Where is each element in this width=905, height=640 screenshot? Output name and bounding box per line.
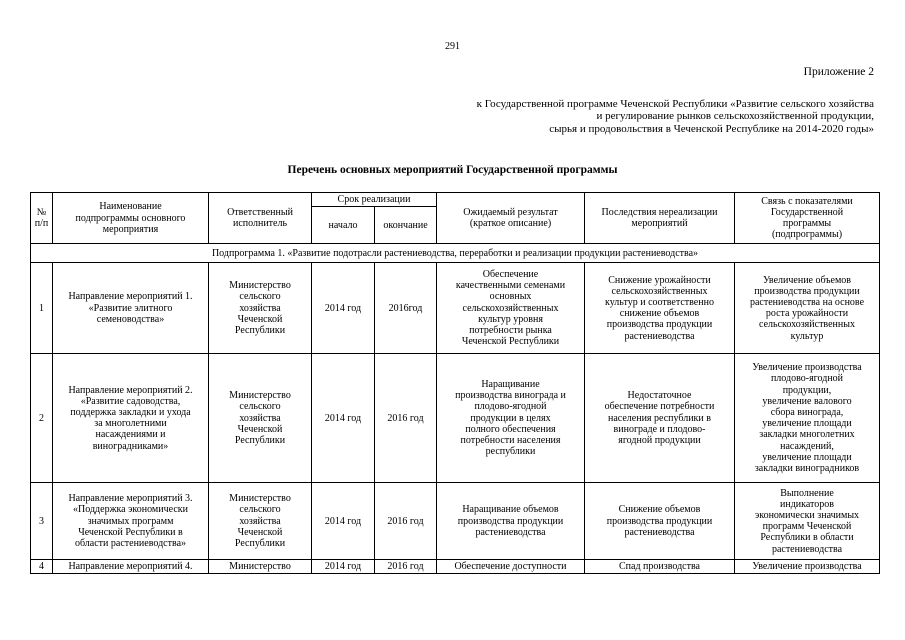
- cell-start: 2014 год: [312, 483, 375, 560]
- cell-name: Направление мероприятий 3. «Поддержка экономически значимых программ Чеченской Республики в области растениеводства»: [53, 483, 209, 560]
- program-line: и регулирование рынков сельскохозяйственной продукции,: [596, 110, 874, 123]
- list-title: Перечень основных мероприятий Государственной программы: [287, 164, 618, 176]
- program-line: к Государственной программе Чеченской Республики «Развитие сельского хозяйства: [476, 98, 874, 110]
- table-row: [31, 263, 880, 354]
- subprogram-row: [31, 244, 880, 263]
- program-line: сырья и продовольствия в Чеченской Республике на 2014-2020 годы»: [549, 122, 874, 135]
- subprogram-title: Подпрограмма 1. «Развитие подотрасли растениеводства, переработки и реализации продукции растениеводства»: [31, 244, 880, 263]
- header-consequences: Последствия нереализации мероприятий: [585, 193, 735, 244]
- table-row: [31, 354, 880, 483]
- cell-consequences: Недостаточное обеспечение потребности населения республики в винограде и плодово- ягодной продукции: [585, 354, 735, 483]
- cell-consequences: Снижение урожайности сельскохозяйственных культур и соответственно снижение объемов производства продукции растениеводства: [585, 263, 735, 354]
- cell-start: 2014 год: [312, 354, 375, 483]
- cell-result: Наращивание производства винограда и плодово-ягодной продукции в целях полного обеспечения потребности населения республики: [437, 354, 585, 483]
- cell-result: Обеспечение качественными семенами основных сельскохозяйственных культур уровня потребности рынка Чеченской Республики: [437, 263, 585, 354]
- cell-num: 3: [31, 483, 53, 560]
- header-num: № п/п: [31, 193, 53, 244]
- header-period: Срок реализации: [312, 193, 437, 207]
- cell-start: 2014 год: [312, 560, 375, 574]
- cell-link: Увеличение производства: [735, 560, 880, 574]
- cell-result: Обеспечение доступности: [437, 560, 585, 574]
- header-executor: Ответственный исполнитель: [209, 193, 312, 244]
- measures-table: [30, 192, 880, 574]
- appendix-label: Приложение 2: [803, 66, 874, 78]
- cell-link: Увеличение объемов производства продукции растениеводства на основе роста урожайности сельскохозяйственных культур: [735, 263, 880, 354]
- cell-executor: Министерство сельского хозяйства Чеченской Республики: [209, 483, 312, 560]
- cell-num: 2: [31, 354, 53, 483]
- header-end: окончание: [375, 207, 437, 244]
- cell-consequences: Снижение объемов производства продукции растениеводства: [585, 483, 735, 560]
- cell-consequences: Спад производства: [585, 560, 735, 574]
- cell-end: 2016 год: [375, 560, 437, 574]
- page-number: 291: [445, 41, 460, 52]
- program-reference: [477, 98, 874, 135]
- table-row: [31, 560, 880, 574]
- header-link: Связь с показателями Государственной программы (подпрограммы): [735, 193, 880, 244]
- cell-start: 2014 год: [312, 263, 375, 354]
- cell-end: 2016год: [375, 263, 437, 354]
- cell-name: Направление мероприятий 4.: [53, 560, 209, 574]
- cell-end: 2016 год: [375, 354, 437, 483]
- cell-result: Наращивание объемов производства продукции растениеводства: [437, 483, 585, 560]
- table-row: [31, 483, 880, 560]
- cell-executor: Министерство сельского хозяйства Чеченской Республики: [209, 354, 312, 483]
- header-start: начало: [312, 207, 375, 244]
- cell-num: 1: [31, 263, 53, 354]
- cell-end: 2016 год: [375, 483, 437, 560]
- cell-executor: Министерство сельского хозяйства Чеченской Республики: [209, 263, 312, 354]
- cell-name: Направление мероприятий 1. «Развитие элитного семеноводства»: [53, 263, 209, 354]
- cell-executor: Министерство: [209, 560, 312, 574]
- cell-link: Выполнение индикаторов экономически значимых программ Чеченской Республики в области растениеводства: [735, 483, 880, 560]
- header-name: Наименование подпрограммы основного мероприятия: [53, 193, 209, 244]
- cell-link: Увеличение производства плодово-ягодной продукции, увеличение валового сбора винограда, увеличение площади закладки многолетних насаждений, увеличение площади закладки виноградников: [735, 354, 880, 483]
- header-result: Ожидаемый результат (краткое описание): [437, 193, 585, 244]
- cell-name: Направление мероприятий 2. «Развитие садоводства, поддержка закладки и ухода за многолетними насаждениями и виноградниками»: [53, 354, 209, 483]
- cell-num: 4: [31, 560, 53, 574]
